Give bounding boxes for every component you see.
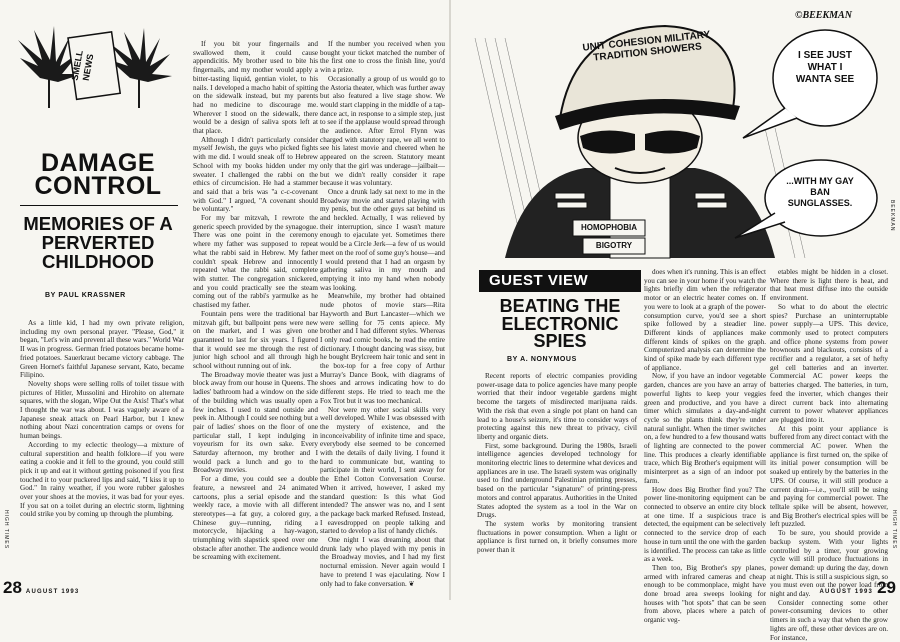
- paragraph: Recent reports of electric companies providing power-usage data to police agencies have many people worried that their indoor vegetable gardens might become the targets of misdirected marijuana raids. With the risk that even a single pot plant on hand can lead to a house's seizure, it's time to consider ways of protecting against this new threat to privacy, civil liberty and organic diets.: [477, 372, 637, 441]
- paragraph: If you bit your fingernails and swallowed them, it could cause appendicitis. My brother used to bite his fingernails, and my mother would apply a bitter-tasting liquid, gentian violet, to his nails. I developed a macho habit of spitting on the sidewalk instead, but my parents had no medicine to discourage me. Wherever I stood on the sidewalk, there would be a design of saliva spots left at that place.: [193, 40, 318, 136]
- smell-news-logo: [10, 18, 180, 113]
- page-number: 28: [3, 578, 22, 597]
- guest-view-banner: GUEST VIEW: [479, 270, 641, 292]
- speech-bubble-bottom: ...WITH MY GAY BAN SUNGLASSES.: [786, 176, 854, 208]
- column-2: [644, 268, 767, 625]
- paragraph: Occasionally a group of us would go to the Astoria theater, which was further away but also featured a live stage show. We would start clapping in the middle of a tap-dance act, in response to a simple step, just to see if the applause would spread through the audience. After Errol Flynn was charged with statutory rape, we all went to see his latest movie and cheered when he appeared on the screen. Statutory meant only that the girl was underage—jailbait—but we didn't really consider it rape because it was voluntary.: [320, 74, 445, 188]
- paragraph: Meanwhile, my brother had obtained nude photos of movie stars—Rita Hayworth and Burt Lancaster—which we were selling for 75 cents apiece. My brother and I had different styles. Whereas I only read comic books, he read the entire dictionary. I thought dancing was sissy, but he bought Brylcreem hair tonic and sent in the box-top for a free copy of Arthur Murray's Dance Book, with diagrams of shoes and arrows indicating how to do different steps. He tried to teach me the Fox Trot but it was too mechanical.: [320, 292, 445, 405]
- article-title: [18, 214, 178, 271]
- paragraph: Now, if you have an indoor vegetable garden, chances are you have an array of powerful lights to keep your veggies green and productive, and you have a timer which simulates a day-and-night cycle so the plants think they're under natural sunlight. When the timer switches on, a few hundred to a few thousand watts of lighting are connected to the power line. This produces a clearly identifiable trace, which Big Brother's equipment will misinterpret as a sign of an indoor pot farm.: [644, 372, 766, 485]
- paragraph: Novelty shops were selling rolls of toilet tissue with pictures of Hitler, Mussolini and Hirohito on alternate squares, with the slogan, Wipe Out the Axis! That's what I thought the war was about. I was vaguely aware of a Japanese sneak attack on Pearl Harbor, but I knew nothing about Nazi concentration camps or ovens for human beings.: [20, 379, 184, 441]
- cartoonist-credit: BEEKMAN: [889, 200, 895, 232]
- paragraph: To be sure, you should provide a backup system. With your lights controlled by a timer, your growing cycle will still produce fluctuations in power demand: up during the day, down at night. This is still a suspicious sign, so you must even out the power load from night and day.: [770, 529, 888, 599]
- side-magazine-label: HIGH TIMES: [3, 510, 9, 550]
- column-1: [477, 372, 637, 584]
- side-magazine-label: HIGH TIMES: [891, 510, 897, 550]
- article-title: [475, 298, 645, 351]
- shower-label: UNIT COHESION MILITARY TRADITION SHOWERS: [582, 29, 711, 64]
- issue-date: AUGUST 1993: [25, 589, 80, 595]
- paragraph: Although I didn't particularly consider myself Jewish, the guys who picked fights with me did. I would sneak off to Hebrew School with my books hidden under my sweater. I challenged the rabbi on the ethics of circumcision. He had a stammer and said that a bris was "a c-c-covenant with God." I argued, "A covenant should be voluntary.": [193, 135, 318, 214]
- paragraph: So what to do about the electric spies? Purchase an uninterruptable power supply—a UPS. This device, commonly used to protect computers and office phone systems from power brownouts and blackouts, consists of a rectifier and a regulator, a set of hefty gel cell batteries and an inverter. Commercial AC power keeps the batteries charged. The batteries, in turn, feed the inverter, which changes their direct current back into alternating current to power whatever appliances are plugged into it.: [770, 302, 888, 424]
- paragraph: How does Big Brother find you? The power line-monitoring equipment can be connected to observe an entire city block at one time. If a suspicious trace is detected, the equipment can be selectively connected to the service drop of each house in turn until the one with the garden is identified. The process can take as little as a week.: [644, 485, 766, 564]
- column-2: [193, 40, 318, 580]
- paragraph: First, some background. During the 1980s, Israeli intelligence agencies developed technology for monitoring electric lines to determine what devices and appliances are in use. The Israeli system was originally used to find underground Palestinian printing presses, based on the particular "signature" of printing-press motors and control apparatus. Authorities in the United States adopted the system as a tool in the War on Drugs.: [477, 441, 637, 520]
- paragraph: The Broadway movie theater was just a block away from our house in Queens. The ladies' bathroom had a window on the side of the building which was usually open a few inches. I used to stand outside and peek in. Although I could see nothing but a pair of ladies' shoes on the floor of one particular stall, I kept indulging in voyeurism for its own sake. Every Saturday afternoon, my brother and I would pack a lunch and go to the Broadway movies.: [193, 370, 318, 475]
- column-1: [20, 319, 184, 581]
- paragraph: If the number you received when you bought your ticket matched the number of the first one to cross the finish line, you'd win a prize.: [320, 40, 445, 75]
- column-3: [320, 40, 445, 588]
- paragraph: For a dime, you could see a double feature, a newsreel and 24 animated cartoons, plus a serial episode and the weekly race, a movie with all different stereotypes—a fat guy, a colored guy, a Chinese guy—running, riding a motorcycle, hijacking a hay-wagon, triumphing with slapstick speed over one obstacle after another. The audience would be screaming with excitement.: [193, 475, 318, 562]
- paragraph: One night I was dreaming about that drunk lady who played with my penis in the Broadway movies, and I had my first nocturnal emission. Never again would I have to pretend I was ejaculating. Now I only had to fake conversation. ❦: [320, 536, 445, 588]
- paragraph: For my bar mitzvah, I rewrote the generic speech provided by the synagogue. There was one point in the ceremony where my father was supposed to repeat what the rabbi said in Hebrew. My father couldn't speak Hebrew and innocently repeated what the rabbi said, complete with stutter. The congregation snickered, and you could practically see the steam coming out of the rabbi's yarmulke as he chastised my father.: [193, 214, 318, 310]
- title-rule: [20, 205, 178, 206]
- page-number: 29: [877, 578, 896, 597]
- cartoon-tag-homophobia: HOMOPHOBIA: [581, 223, 637, 232]
- cannabis-leaf-icon: [10, 18, 180, 113]
- speech-bubble-top: I SEE JUST WHAT I WANTA SEE: [795, 50, 855, 85]
- smell-news-text: SMELL NEWS: [69, 49, 96, 82]
- paragraph: does when it's running. This is an effect you can see in your home if you watch the lights briefly dim when the refrigerator motor or an electric heater comes on. If you were to look at a graph of the power-consumption curve, you'd see a short spike followed by a steadier line. Different kinds of appliances make different kinds of spikes on the graph. Computerized analysis can determine the kind of spike made by each different type of appliance.: [644, 268, 767, 372]
- paragraph: Once a drunk lady sat next to me in the Broadway movie and started playing with my penis, but the other guys sat behind us and heckled. Actually, I was relieved by their interruption, since I wasn't mature enough to ejaculate yet. Sometimes there would be a Circle Jerk—a few of us would meet on the roof of some guy's house—and I would pretend that I had an orgasm by gathering saliva in my mouth and emptying it into my hand when nobody was looking.: [320, 187, 445, 292]
- byline: BY PAUL KRASSNER: [45, 292, 126, 299]
- paragraph: Fountain pens were the traditional bar mitzvah gift, but ballpoint pens were new on the market, and I was given one guaranteed to last for six years. I figured that it would see me through the rest of junior high school and all through high school without running out of ink.: [193, 309, 318, 371]
- cartoon-tag-bigotry: BIGOTRY: [595, 241, 633, 250]
- section-title: [18, 149, 178, 200]
- paragraph: Consider connecting some other power-consuming devices to other timers in such a way that when the grow lights are off, these other devices are on. For instance,: [770, 598, 888, 642]
- paragraph: At this point your appliance is buffered from any direct contact with the commercial AC power. When the appliance is first turned on, the spike of its initial power consumption will be soaked up entirely by the batteries in the UPS. Of course, it will still produce a current drain—i.e., you'll still be using and paying for commercial power. The telltale spike will be absent, however, and Big Brother's electrical spies will be left puzzled.: [770, 424, 889, 529]
- cartoon-signature: ©BEEKMAN: [795, 10, 852, 21]
- paragraph: The system works by monitoring transient fluctuations in power consumption. When a light or appliance is first turned on, it briefly consumes more power than it: [477, 519, 637, 555]
- right-folio: [816, 578, 896, 598]
- paragraph: etables might be hidden in a closet. Where there is light there is heat, and that heat must diffuse into the outside environment.: [770, 268, 888, 303]
- section-title-text: DAMAGE CONTROL: [34, 149, 162, 200]
- article-title-text: BEATING THE ELECTRONIC SPIES: [499, 296, 621, 351]
- right-page: [451, 0, 900, 642]
- left-folio: [3, 578, 83, 598]
- paragraph: Nor were my other social skills very well developed. While I was obsessed with the mystery of existence, and the inconceivability of infinite time and space, everybody else seemed to be concerned with the details of daily living. I found it hard to communicate but, wanting to participate in their world, I sent away for the Ethel Cotton Conversation Course. When it arrived, however, I asked my standard question: Is this what God intended? The answer was no, and I sent the package back marked Refused. Instead, I eavesdropped on people talking and started to develop a list of handy clichés.: [320, 405, 445, 536]
- paragraph: Then too, Big Brother's spy planes, armed with infrared cameras and cheap enough to be commonplace, might have done broad area sweeps looking for houses with "hot spots" that can be seen from above, places where a patch of organic veg-: [644, 563, 766, 625]
- article-title-text: MEMORIES OF A PERVERTED CHILDHOOD: [23, 213, 173, 272]
- editorial-cartoon: [465, 8, 889, 263]
- byline: BY A. NONYMOUS: [507, 356, 577, 363]
- issue-date: AUGUST 1993: [819, 589, 874, 595]
- paragraph: According to my eclectic theology—a mixture of cultural superstition and health folklore—if you were eating a cookie and it fell to the ground, you could still pick it up and eat it without getting poisoned if you first touched it to your puckered lips and said, "I kiss it up to God." In rainy weather, if you wore rubber galoshes over your shoes at the movies, it was bad for your eyes. If you sat on a toilet during an electric storm, lightning could strike you by coming up through the plumbing.: [20, 440, 184, 519]
- left-page: [0, 0, 450, 600]
- paragraph: As a little kid, I had my own private religion, including my own personal prayer. "Please, God," it began, "Let's win and prevent all these wars." World War II was in progress. German fried potatoes became home-fried potatoes. Sauerkraut became victory cabbage. The Green Hornet's faithful Japanese servant, Kato, became Filipino.: [20, 319, 185, 380]
